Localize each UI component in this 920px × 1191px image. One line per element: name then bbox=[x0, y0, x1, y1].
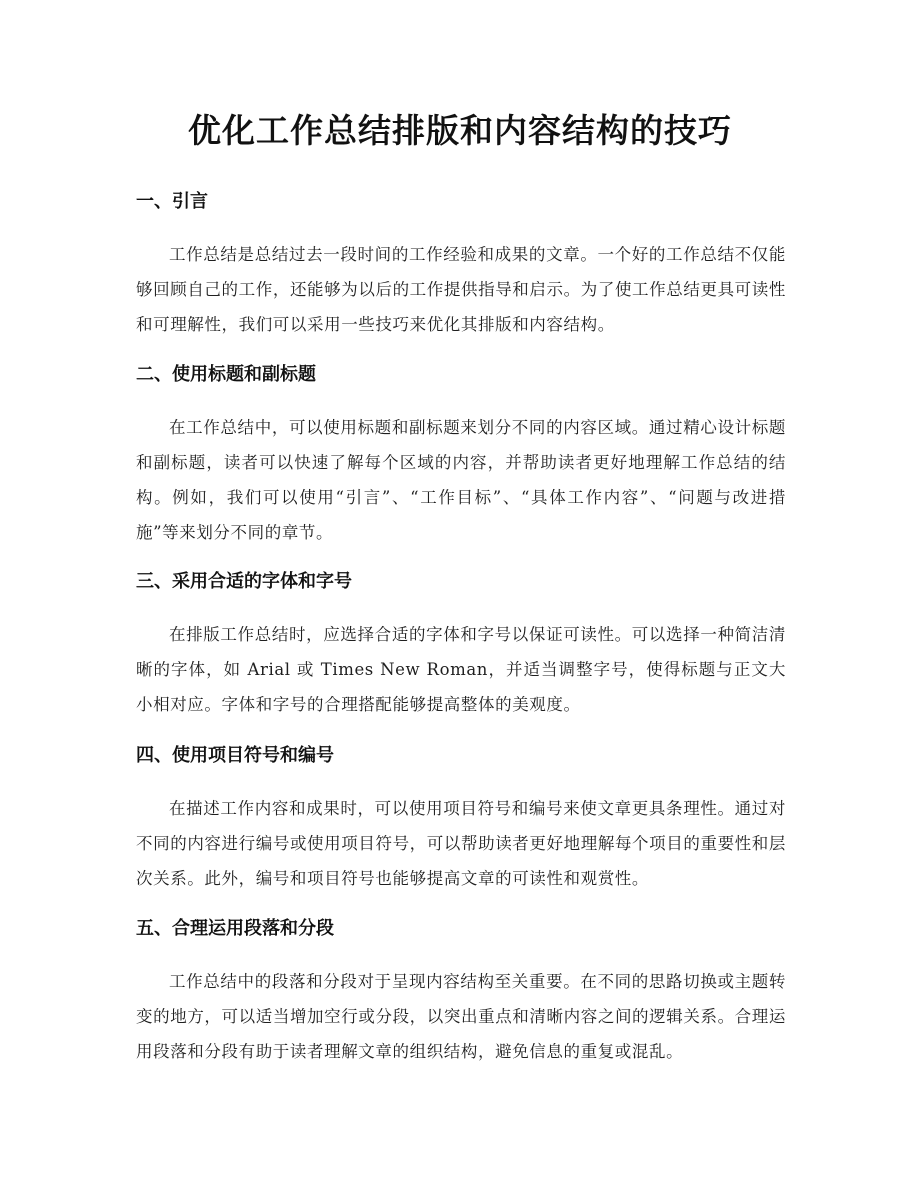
section-paragraphs-and-breaks bbox=[136, 914, 786, 1069]
section-heading: 三、采用合适的字体和字号 bbox=[136, 571, 352, 592]
section-paragraph: 工作总结中的段落和分段对于呈现内容结构至关重要。在不同的思路切换或主题转变的地方，可以适当增加空行或分段，以突出重点和清晰内容之间的逻辑关系。合理运用段落和分段有助于读者理解文章的组织结构，避免信息的重复或混乱。 bbox=[136, 972, 786, 1061]
section-heading: 五、合理运用段落和分段 bbox=[136, 918, 334, 939]
section-paragraph: 工作总结是总结过去一段时间的工作经验和成果的文章。一个好的工作总结不仅能够回顾自己的工作，还能够为以后的工作提供指导和启示。为了使工作总结更具可读性和可理解性，我们可以采用一些技巧来优化其排版和内容结构。 bbox=[136, 245, 786, 334]
section-headings-and-subheadings bbox=[136, 360, 786, 550]
section-paragraph: 在排版工作总结时，应选择合适的字体和字号以保证可读性。可以选择一种简洁清晰的字体，如 Arial 或 Times New Roman，并适当调整字号，使得标题与正文大小相对应。字体和字号的合理搭配能够提高整体的美观度。 bbox=[136, 625, 786, 714]
section-fonts-and-sizes bbox=[136, 567, 786, 722]
section-bullets-and-numbering bbox=[136, 741, 786, 896]
section-paragraph: 在描述工作内容和成果时，可以使用项目符号和编号来使文章更具条理性。通过对不同的内容进行编号或使用项目符号，可以帮助读者更好地理解每个项目的重要性和层次关系。此外，编号和项目符号也能够提高文章的可读性和观赏性。 bbox=[136, 799, 786, 888]
section-heading: 四、使用项目符号和编号 bbox=[136, 745, 334, 766]
section-paragraph: 在工作总结中，可以使用标题和副标题来划分不同的内容区域。通过精心设计标题和副标题，读者可以快速了解每个区域的内容，并帮助读者更好地理解工作总结的结构。例如，我们可以使用“引言”、“工作目标”、“具体工作内容”、“问题与改进措施”等来划分不同的章节。 bbox=[136, 418, 786, 542]
section-heading: 一、引言 bbox=[136, 191, 208, 212]
document-title: 优化工作总结排版和内容结构的技巧 bbox=[188, 111, 732, 150]
section-heading: 二、使用标题和副标题 bbox=[136, 364, 316, 385]
section-introduction bbox=[136, 187, 786, 342]
